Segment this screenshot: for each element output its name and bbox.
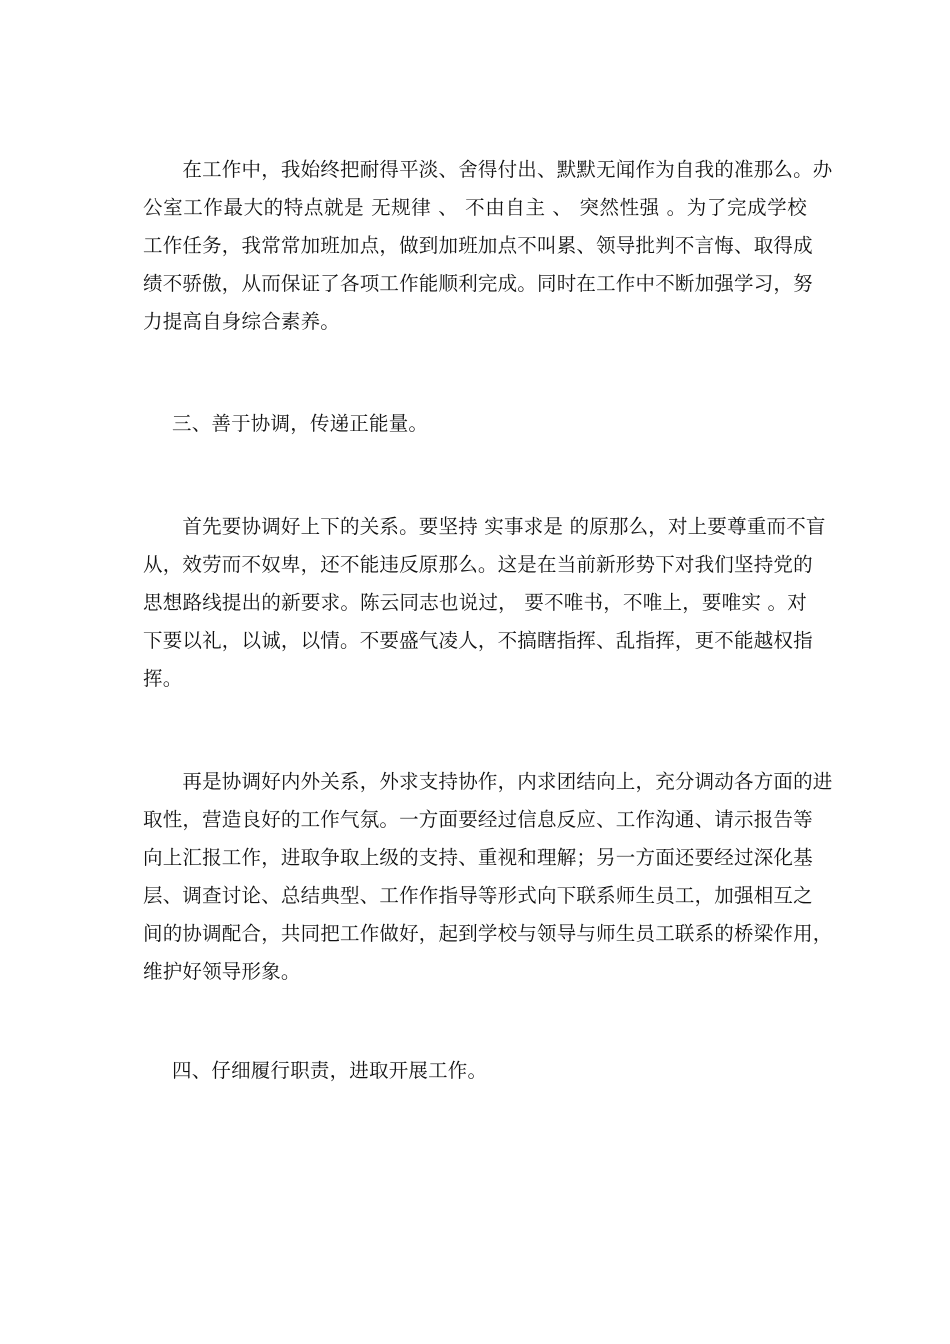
paragraph-work-attitude [143, 151, 833, 341]
paragraph-line: 层、调查讨论、总结典型、工作作指导等形式向下联系师生员工，加强相互之 [143, 884, 813, 907]
paragraph-line: 下要以礼，以诚，以情。不要盛气凌人，不搞瞎指挥、乱指挥，更不能越权指 [143, 629, 813, 652]
paragraph-line: 力提高自身综合素养。 [143, 310, 341, 333]
paragraph-line: 向上汇报工作，进取争取上级的支持、重视和理解；另一方面还要经过深化基 [143, 846, 813, 869]
paragraph-internal-external-coordination [143, 763, 833, 991]
section-heading-coordination: 三、善于协调，传递正能量。 [172, 412, 429, 435]
section-heading-duties: 四、仔细履行职责，进取开展工作。 [172, 1059, 488, 1082]
paragraph-line: 公室工作最大的特点就是 无规律 、 不由自主 、 突然性强 。为了完成学校 [143, 196, 807, 219]
paragraph-line: 绩不骄傲，从而保证了各项工作能顺利完成。同时在工作中不断加强学习，努 [143, 272, 813, 295]
paragraph-line: 再是协调好内外关系，外求支持协作，内求团结向上，充分调动各方面的进 [143, 770, 833, 793]
paragraph-line: 取性，营造良好的工作气氛。一方面要经过信息反应、工作沟通、请示报告等 [143, 808, 813, 831]
paragraph-line: 思想路线提出的新要求。陈云同志也说过， 要不唯书，不唯上，要唯实 。对 [143, 591, 807, 614]
paragraph-line: 在工作中，我始终把耐得平淡、舍得付出、默默无闻作为自我的准那么。办 [143, 158, 833, 181]
paragraph-line: 工作任务，我常常加班加点，做到加班加点不叫累、领导批判不言悔、取得成 [143, 234, 813, 257]
paragraph-line: 挥。 [143, 667, 183, 690]
paragraph-line: 维护好领导形象。 [143, 960, 301, 983]
paragraph-line: 首先要协调好上下的关系。要坚持 实事求是 的原那么，对上要尊重而不盲 [143, 515, 826, 538]
paragraph-vertical-coordination [143, 508, 826, 698]
paragraph-line: 从，效劳而不奴卑，还不能违反原那么。这是在当前新形势下对我们坚持党的 [143, 553, 813, 576]
paragraph-line: 间的协调配合，共同把工作做好，起到学校与领导与师生员工联系的桥梁作用， [143, 922, 833, 945]
